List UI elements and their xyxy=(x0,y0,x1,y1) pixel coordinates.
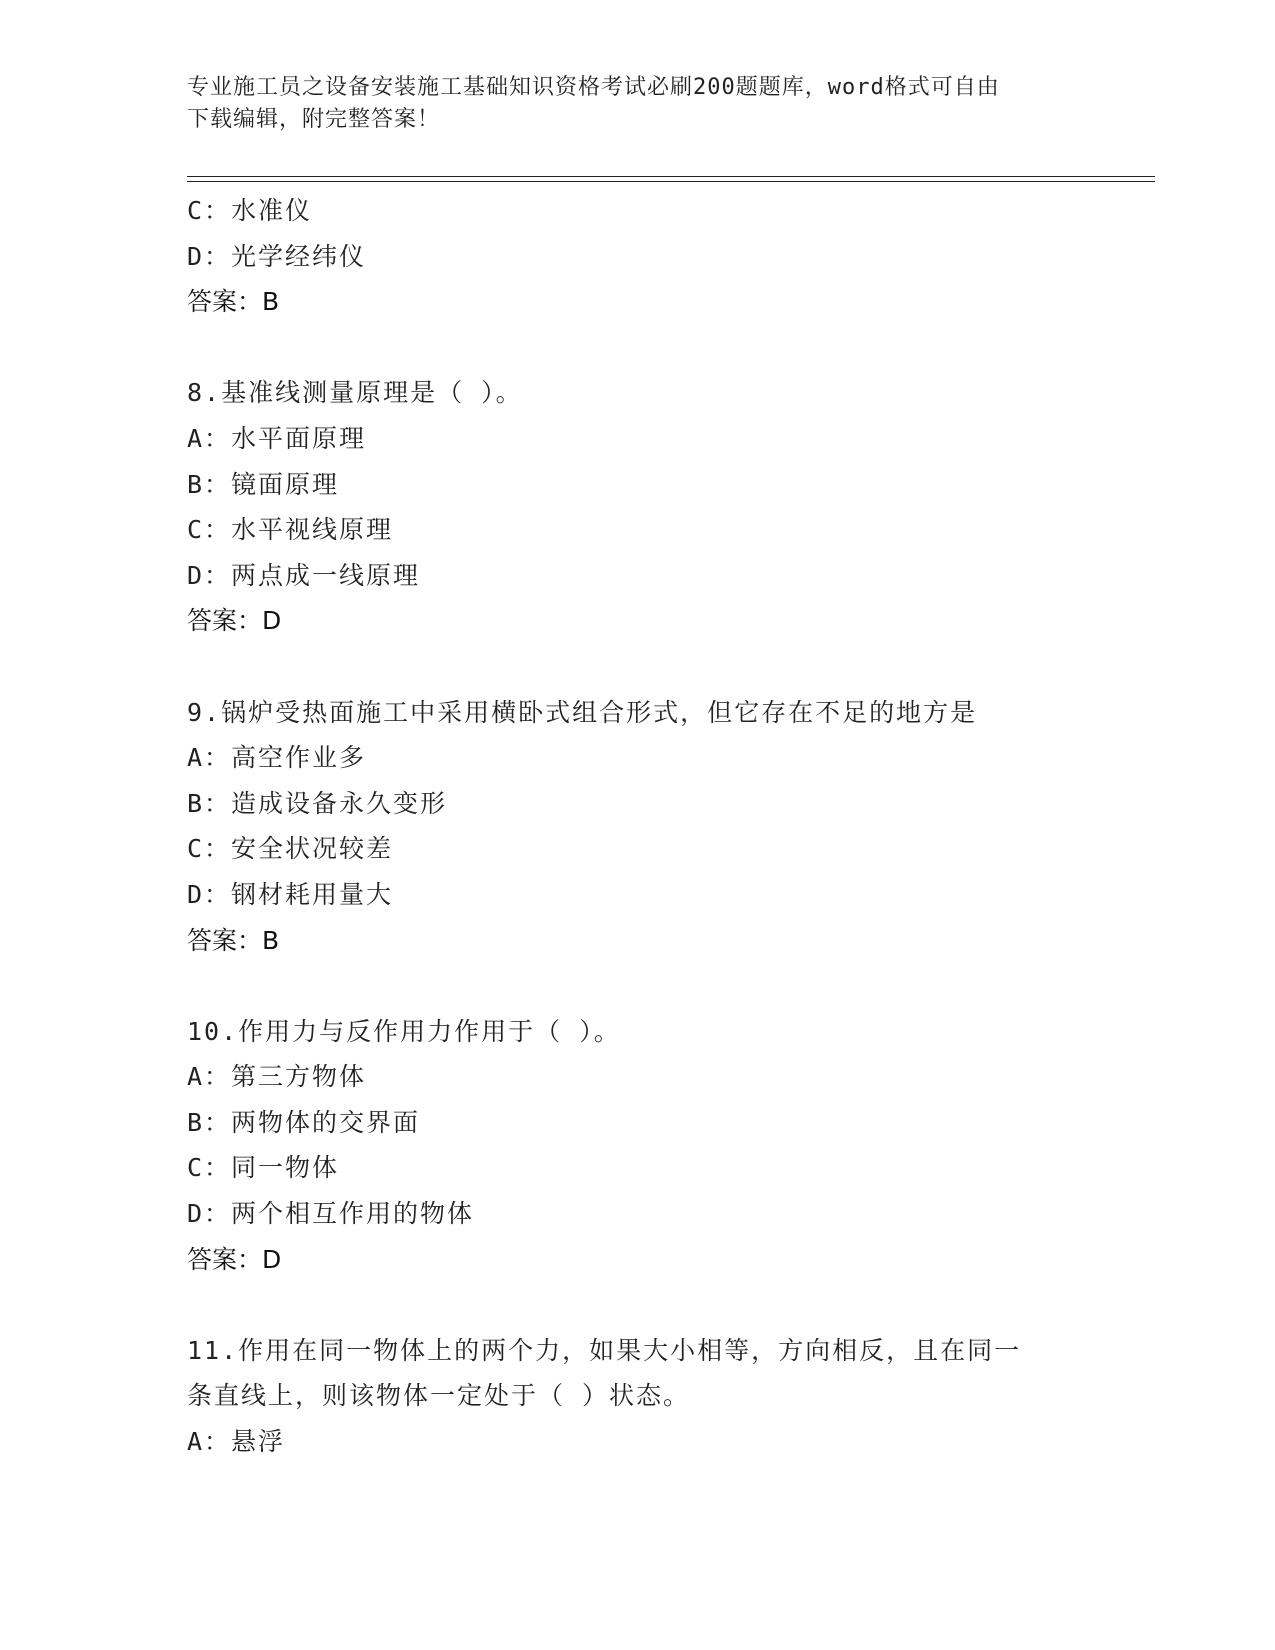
q11-question-line-1: 11.作用在同一物体上的两个力，如果大小相等，方向相反，且在同一 xyxy=(187,1335,1022,1365)
header-rule-top xyxy=(187,176,1155,177)
spacer xyxy=(187,1282,1087,1328)
q8-answer: 答案：D xyxy=(187,606,282,636)
header-rule-bottom xyxy=(187,181,1155,182)
q9-option-c: C：安全状况较差 xyxy=(187,834,394,864)
q9-question: 9.锅炉受热面施工中采用横卧式组合形式，但它存在不足的地方是 xyxy=(187,697,978,727)
q11-option-a: A：悬浮 xyxy=(187,1427,286,1457)
q10-option-a: A：第三方物体 xyxy=(187,1062,367,1092)
q10-option-b: B：两物体的交界面 xyxy=(187,1107,421,1137)
q9-option-b: B：造成设备永久变形 xyxy=(187,788,448,818)
header-title-line-1: 专业施工员之设备安装施工基础知识资格考试必刷200题题库，word格式可自由 xyxy=(187,75,1000,100)
q9-answer: 答案：B xyxy=(187,925,280,955)
q8-option-c: C：水平视线原理 xyxy=(187,515,394,545)
q10-question: 10.作用力与反作用力作用于（ ）。 xyxy=(187,1016,621,1046)
q8-question: 8.基准线测量原理是（ ）。 xyxy=(187,378,523,408)
q10-option-c: C：同一物体 xyxy=(187,1153,340,1183)
q9-option-a: A：高空作业多 xyxy=(187,743,367,773)
q7-option-d: D：光学经纬仪 xyxy=(187,241,367,271)
q9-option-d: D：钢材耗用量大 xyxy=(187,879,394,909)
q8-option-a: A：水平面原理 xyxy=(187,423,367,453)
q11-question-line-2: 条直线上，则该物体一定处于（ ）状态。 xyxy=(187,1381,691,1411)
q10-option-d: D：两个相互作用的物体 xyxy=(187,1199,475,1229)
question-list xyxy=(187,188,1087,1465)
spacer xyxy=(187,963,1087,1009)
q10-answer: 答案：D xyxy=(187,1244,282,1274)
header-title-line-2: 下载编辑，附完整答案！ xyxy=(187,107,441,132)
spacer xyxy=(187,644,1087,690)
spacer xyxy=(187,325,1087,371)
q7-answer: 答案：B xyxy=(187,287,280,317)
q8-option-b: B：镜面原理 xyxy=(187,469,340,499)
q7-option-c: C：水准仪 xyxy=(187,196,313,225)
q8-option-d: D：两点成一线原理 xyxy=(187,560,421,590)
document-header xyxy=(187,72,1067,136)
